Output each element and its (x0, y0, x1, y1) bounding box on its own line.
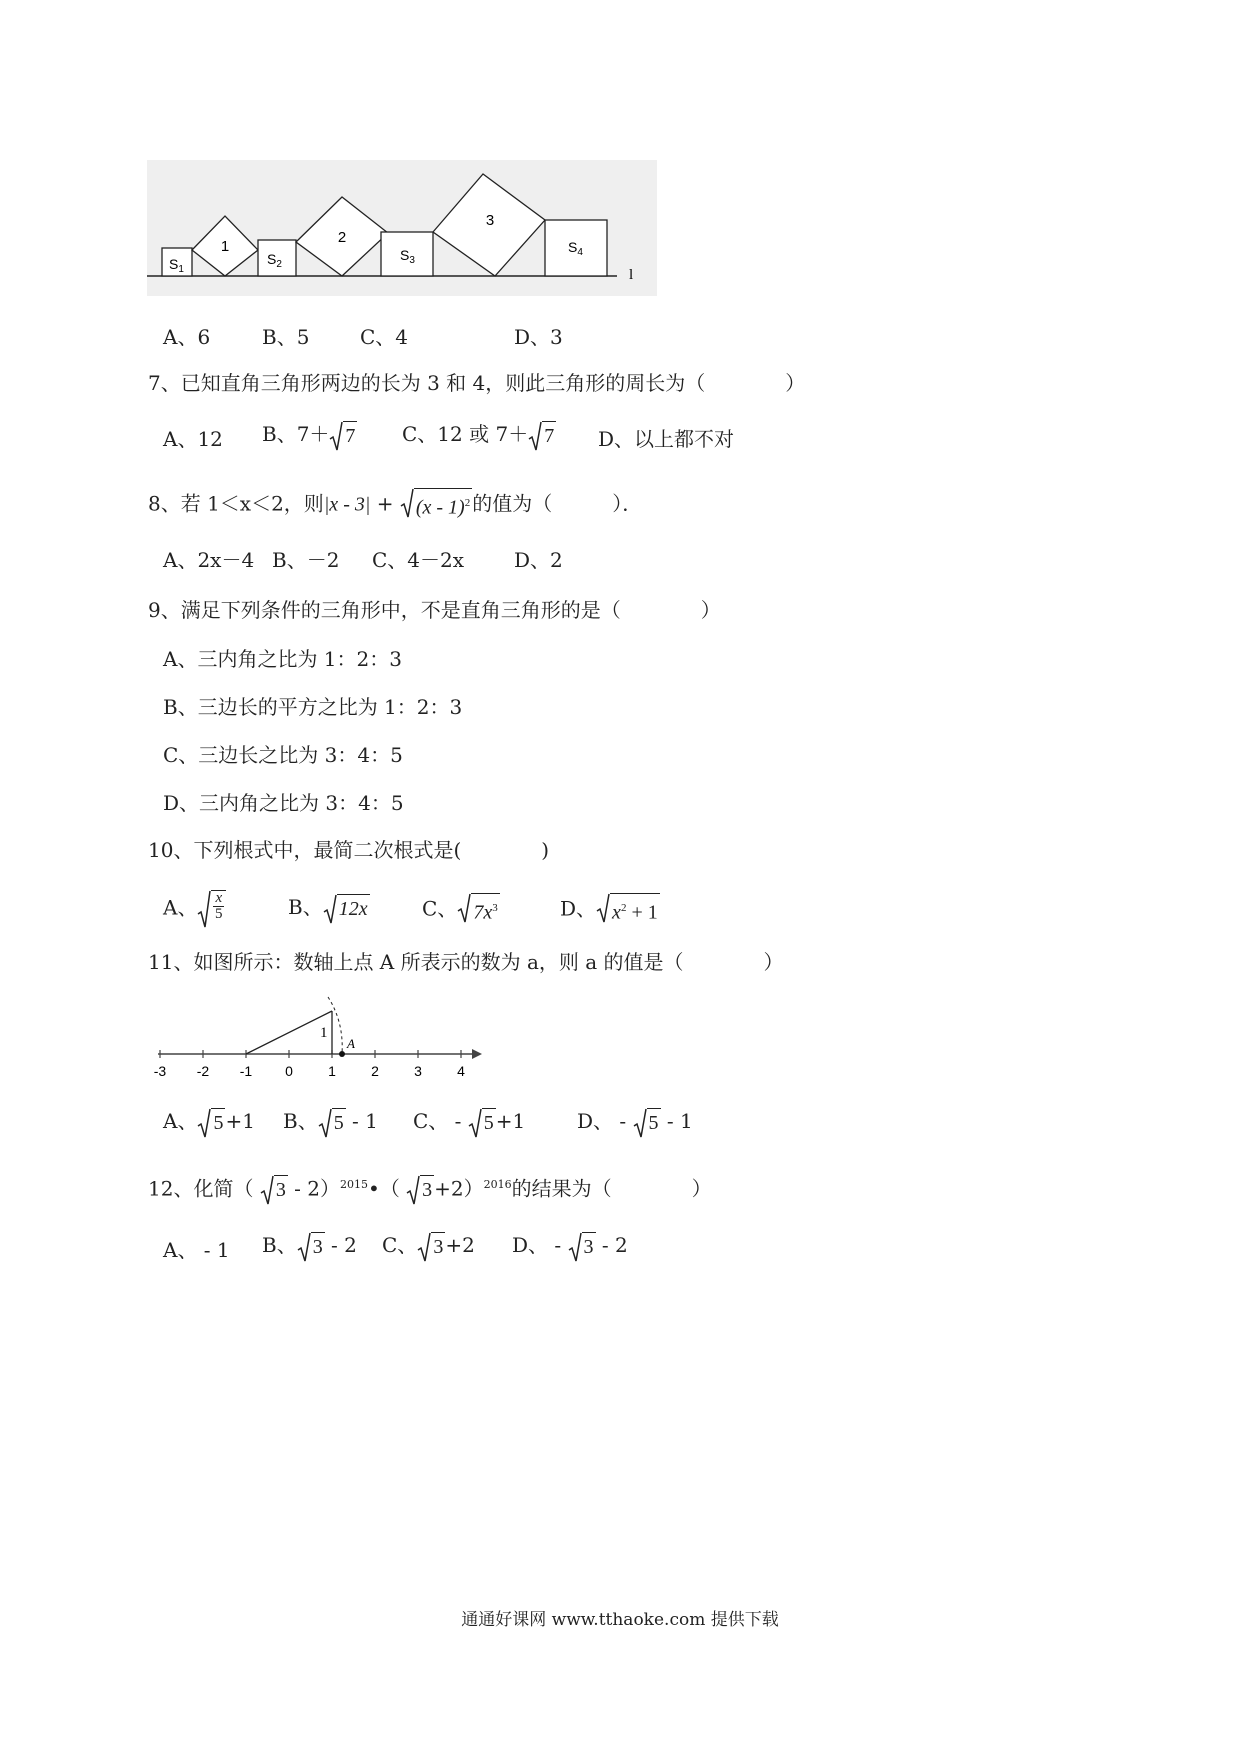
q10-option-b: B、 12x (288, 893, 370, 924)
q6-option-c: C、4 (360, 325, 409, 349)
s3-label: $S_3$ (400, 247, 415, 266)
tick-label: 2 (371, 1063, 379, 1079)
s2-label: $S_2$ (267, 251, 282, 270)
sqrt-sign: 3 (417, 1232, 445, 1262)
q9-option-c: C、三边长之比为 3：4：5 (163, 743, 403, 767)
q10-option-c: C、 $7x^3$ (422, 893, 500, 927)
q8-option-a: A、2x－4 (163, 548, 255, 572)
q8-option-d: D、2 (514, 548, 563, 572)
q7-option-a: A、12 (163, 427, 223, 451)
square-label-2: 2 (337, 229, 347, 246)
q8-stem: 8、若 1＜x＜2，则|x - 3| + (x - 1)$^2$ 的值为（ ）． (148, 488, 642, 522)
sqrt-sign: 7 (528, 421, 556, 451)
q7-stem: 7、已知直角三角形两边的长为 3 和 4，则此三角形的周长为（ ） (148, 371, 806, 395)
q12-option-d: D、 - 3 - 2 (512, 1231, 628, 1262)
q11-option-a: A、 5 +1 (163, 1107, 255, 1138)
q10-stem: 10、下列根式中，最简二次根式是( ) (148, 838, 550, 862)
sqrt-sign: 3 (260, 1175, 288, 1205)
sqrt-sign: 5 (318, 1108, 346, 1138)
page-footer: 通通好课网 www.tthaoke.com 提供下载 (461, 1610, 779, 1630)
tick-label: -2 (196, 1063, 210, 1079)
q6-option-a: A、6 (163, 325, 211, 349)
tick-label: 0 (285, 1063, 293, 1079)
q11-option-d: D、 - 5 - 1 (577, 1107, 693, 1138)
point-a-label: A (347, 1036, 355, 1051)
q11-option-b: B、 5 - 1 (283, 1107, 378, 1138)
q9-stem: 9、满足下列条件的三角形中，不是直角三角形的是（ ） (148, 598, 721, 622)
sqrt-sign: $\frac{x}{5}$ (197, 890, 226, 928)
number-line-figure (148, 992, 488, 1082)
q10-option-a: A、 $\frac{x}{5}$ (163, 890, 226, 928)
tick-label: -3 (153, 1063, 167, 1079)
q7-option-b: B、7＋ 7 (262, 420, 357, 451)
q10-option-d: D、 $x^2 + 1$ (560, 893, 660, 927)
q12-stem: 12、化简（ 3 - 2）$^{2015}$•（ 3 +2）$^{2016}$的结果为（ ） (148, 1171, 712, 1205)
sqrt-sign: 7 (329, 421, 357, 451)
q9-option-b: B、三边长的平方之比为 1：2：3 (163, 695, 463, 719)
tick-label: -1 (239, 1063, 253, 1079)
sqrt-sign: 3 (568, 1232, 596, 1262)
sqrt-sign: 3 (406, 1175, 434, 1205)
q11-option-c: C、 - 5 +1 (413, 1107, 525, 1138)
q8-option-c: C、4－2x (372, 548, 465, 572)
q9-option-d: D、三内角之比为 3：4：5 (163, 791, 404, 815)
square-label-3: 3 (485, 212, 495, 229)
q11-stem: 11、如图所示：数轴上点 A 所表示的数为 a，则 a 的值是（ ） (148, 950, 784, 974)
sqrt-sign: 5 (633, 1108, 661, 1138)
q12-option-b: B、 3 - 2 (262, 1231, 357, 1262)
s1-label: $S_1$ (169, 256, 184, 275)
q7-option-d: D、以上都不对 (598, 427, 735, 451)
sqrt-sign: 12x (323, 894, 370, 924)
squares-figure (147, 160, 657, 296)
s4-label: $S_4$ (568, 239, 583, 258)
sqrt-sign: $7x^3$ (457, 893, 499, 927)
square-label-1: 1 (220, 238, 230, 255)
q6-option-b: B、5 (262, 325, 310, 349)
sqrt-sign: $x^2 + 1$ (596, 893, 660, 927)
side-label: 1 (320, 1025, 328, 1041)
q9-option-a: A、三内角之比为 1：2：3 (163, 647, 402, 671)
q12-option-c: C、 3 +2 (382, 1231, 475, 1262)
q7-option-c: C、12 或 7＋ 7 (402, 420, 556, 451)
q6-option-d: D、3 (514, 325, 563, 349)
sqrt-sign: 5 (197, 1108, 225, 1138)
sqrt-sign: 3 (297, 1232, 325, 1262)
tick-label: 3 (414, 1063, 422, 1079)
sqrt-sign: (x - 1)$^2$ (400, 488, 472, 522)
q12-option-a: A、 - 1 (163, 1238, 230, 1262)
line-label: l (629, 267, 634, 283)
tick-label: 1 (328, 1063, 336, 1079)
q8-option-b: B、－2 (272, 548, 340, 572)
tick-label: 4 (457, 1063, 465, 1079)
sqrt-sign: 5 (468, 1108, 496, 1138)
